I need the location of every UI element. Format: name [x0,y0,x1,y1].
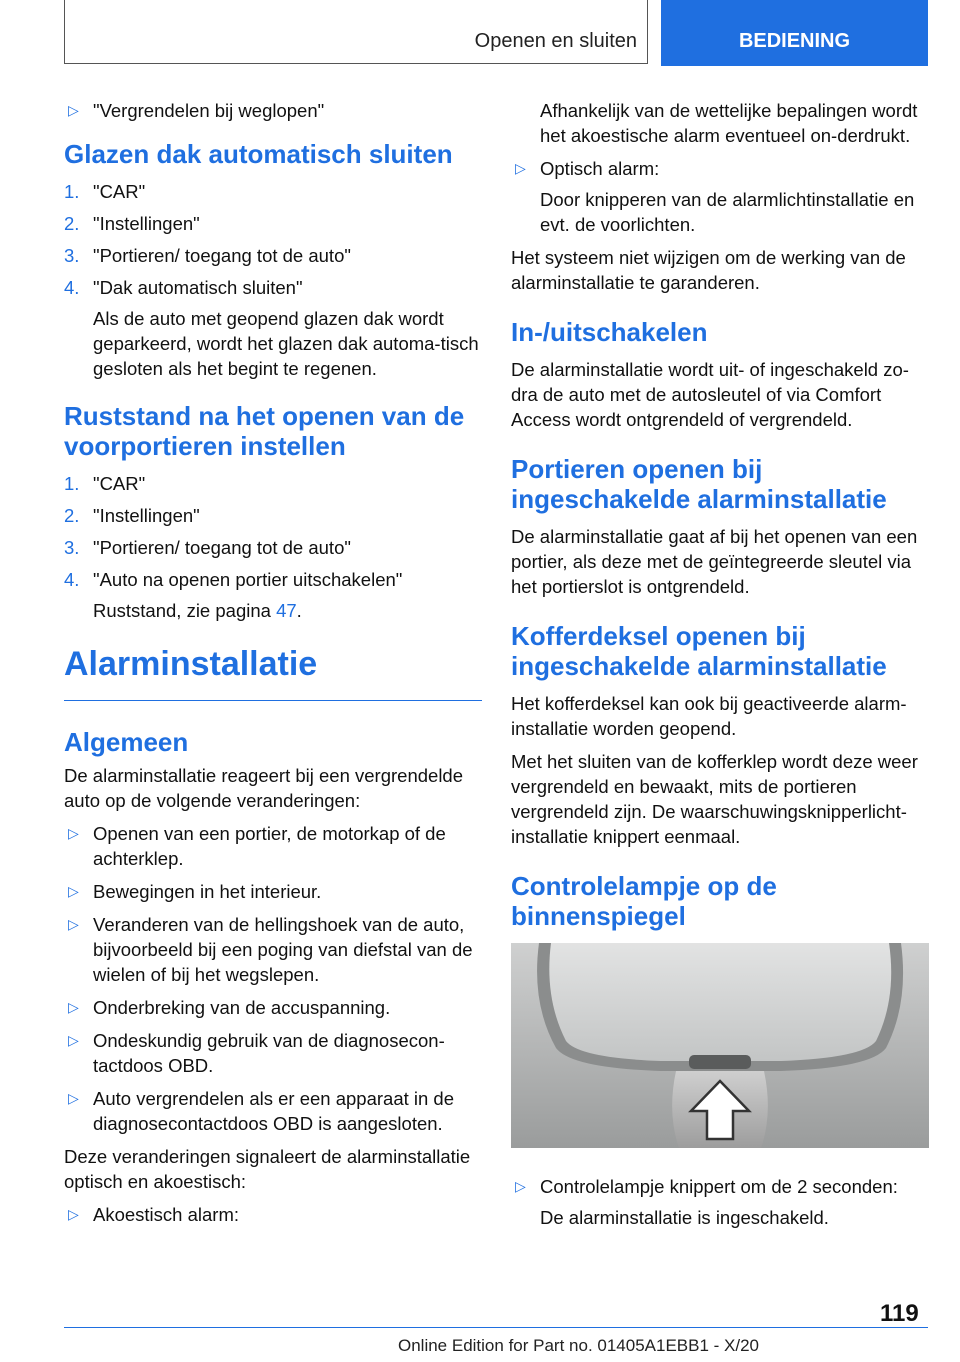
note-text: Ruststand, zie pagina [93,600,277,621]
section-title: Openen en sluiten [474,30,637,52]
note-suffix: . [296,600,302,621]
header-frame [64,0,648,64]
step-number: 2. [64,213,80,234]
left-column [64,98,482,1235]
step-text: "Auto na openen portier uitschakelen" [93,569,403,590]
control-lamp-housing [689,1055,751,1069]
glass-roof-steps [64,179,482,381]
list-item-text: Ondeskundig gebruik van de diagnosecon-tactdoos OBD. [93,1030,445,1076]
optical-list [511,156,929,237]
list-item-text: Veranderen van de hellingshoek van de auto, bijvoorbeeld bij een poging van diefstal van de wielen of bij het wegslepen. [93,914,473,985]
footer-divider [64,1327,928,1328]
list-item-text: Auto vergrendelen als er een apparaat in de diagnosecontactdoos OBD is aangesloten. [93,1088,455,1134]
step-item [64,179,482,204]
step-number: 4. [64,569,80,590]
heading-lamp: Controlelampje op de binnenspiegel [511,871,777,931]
trunk-text-1: Het kofferdeksel kan ook bij geactiveerde alarm-installatie worden geopend. [511,693,907,739]
chapter-tab: BEDIENING [661,0,928,66]
step-number: 2. [64,505,80,526]
list-item [64,821,482,871]
general-outro: Deze veranderingen signaleert de alarminstallatie optisch en akoestisch: [64,1146,471,1192]
list-item [64,912,482,987]
triangle-right-icon: ▷ [515,160,526,176]
step-text: "Portieren/ toegang tot de auto" [93,537,351,558]
triangle-right-icon: ▷ [515,1178,526,1194]
step-note [93,598,482,623]
list-item-text: Controlelampje knippert om de 2 seconden: [540,1176,898,1197]
heading-rest-state: Ruststand na het openen van de voorportieren instellen [64,401,465,461]
mirror-glass [549,943,891,1061]
heading-general: Algemeen [64,727,189,757]
list-item-text: Openen van een portier, de motorkap of de achterklep. [93,823,446,869]
triangle-right-icon: ▷ [68,102,79,118]
step-item [64,211,482,236]
triangle-right-icon: ▷ [68,916,79,932]
step-item [64,567,482,623]
step-item [64,503,482,528]
heading-glass-roof: Glazen dak automatisch sluiten [64,139,453,169]
triangle-right-icon: ▷ [68,1090,79,1106]
edition-text: Online Edition for Part no. 01405A1EBB1 - X/20 [398,1336,760,1355]
step-text: "Instellingen" [93,505,200,526]
list-item-text: Akoestisch alarm: [93,1204,239,1225]
list-item [64,1028,482,1078]
acoustic-note: Afhankelijk van de wettelijke bepalingen wordt het akoestische alarm eventueel on-derdrukt. [540,100,918,146]
triangle-right-icon: ▷ [68,1206,79,1222]
step-number: 1. [64,473,80,494]
general-bullets [64,821,482,1136]
triangle-right-icon: ▷ [68,999,79,1015]
step-number: 3. [64,245,80,266]
list-item [64,995,482,1020]
list-item [64,1086,482,1136]
optical-note: Door knipperen van de alarmlichtinstallatie en evt. de voorlichten. [540,189,915,235]
list-item [64,879,482,904]
page-link[interactable]: 47 [276,600,297,621]
list-item [64,1202,482,1227]
list-item [64,98,482,123]
rest-state-steps [64,471,482,623]
step-item [64,471,482,496]
step-note: Als de auto met geopend glazen dak wordt geparkeerd, wordt het glazen dak automa-tisch gesloten als het begint te regenen. [93,308,479,379]
right-column [511,98,929,1238]
step-number: 3. [64,537,80,558]
page-number: 119 [880,1300,919,1327]
step-text: "Dak automatisch sluiten" [93,277,303,298]
lamp-note: De alarminstallatie is ingeschakeld. [540,1207,829,1228]
heading-trunk: Kofferdeksel openen bij ingeschakelde alarminstallatie [511,621,887,681]
triangle-right-icon: ▷ [68,1032,79,1048]
triangle-right-icon: ▷ [68,883,79,899]
doors-text: De alarminstallatie gaat af bij het openen van een portier, als deze met de geïntegreerde sleutel via het portierslot is ontgrendeld. [511,526,918,597]
rearview-mirror-image [511,943,929,1148]
system-note: Het systeem niet wijzigen om de werking van de alarminstallatie te garanderen. [511,247,906,293]
list-item-text: Bewegingen in het interieur. [93,881,322,902]
list-item-text: Optisch alarm: [540,158,660,179]
step-text: "Portieren/ toegang tot de auto" [93,245,351,266]
list-item-text: "Vergrendelen bij weglopen" [93,100,325,121]
heading-onoff: In-/uitschakelen [511,317,708,347]
page-header [64,0,928,66]
step-text: "Instellingen" [93,213,200,234]
heading-doors: Portieren openen bij ingeschakelde alarminstallatie [511,454,887,514]
step-item [64,243,482,268]
list-item [511,156,929,237]
intro-list [64,98,482,123]
list-item [511,1174,929,1230]
list-item-text: Onderbreking van de accuspanning. [93,997,391,1018]
onoff-text: De alarminstallatie wordt uit- of ingeschakeld zo-dra de auto met de autosleutel of via Comfort Access wordt ontgrendeld of vergrendeld. [511,359,909,430]
step-text: "CAR" [93,181,146,202]
general-intro: De alarminstallatie reageert bij een vergrendelde auto op de volgende veranderingen: [64,765,464,811]
chapter-title: Alarminstallatie [64,645,482,701]
step-item [64,535,482,560]
triangle-right-icon: ▷ [68,825,79,841]
step-number: 4. [64,277,80,298]
step-text: "CAR" [93,473,146,494]
step-item [64,275,482,381]
step-number: 1. [64,181,80,202]
acoustic-list [64,1202,482,1227]
trunk-text-2: Met het sluiten van de kofferklep wordt deze weer vergrendeld en bewaakt, mits de portieren vergrendeld zijn. De waarschuwingsknipperlicht-installatie knippert eenmaal. [511,751,918,847]
lamp-list [511,1174,929,1230]
